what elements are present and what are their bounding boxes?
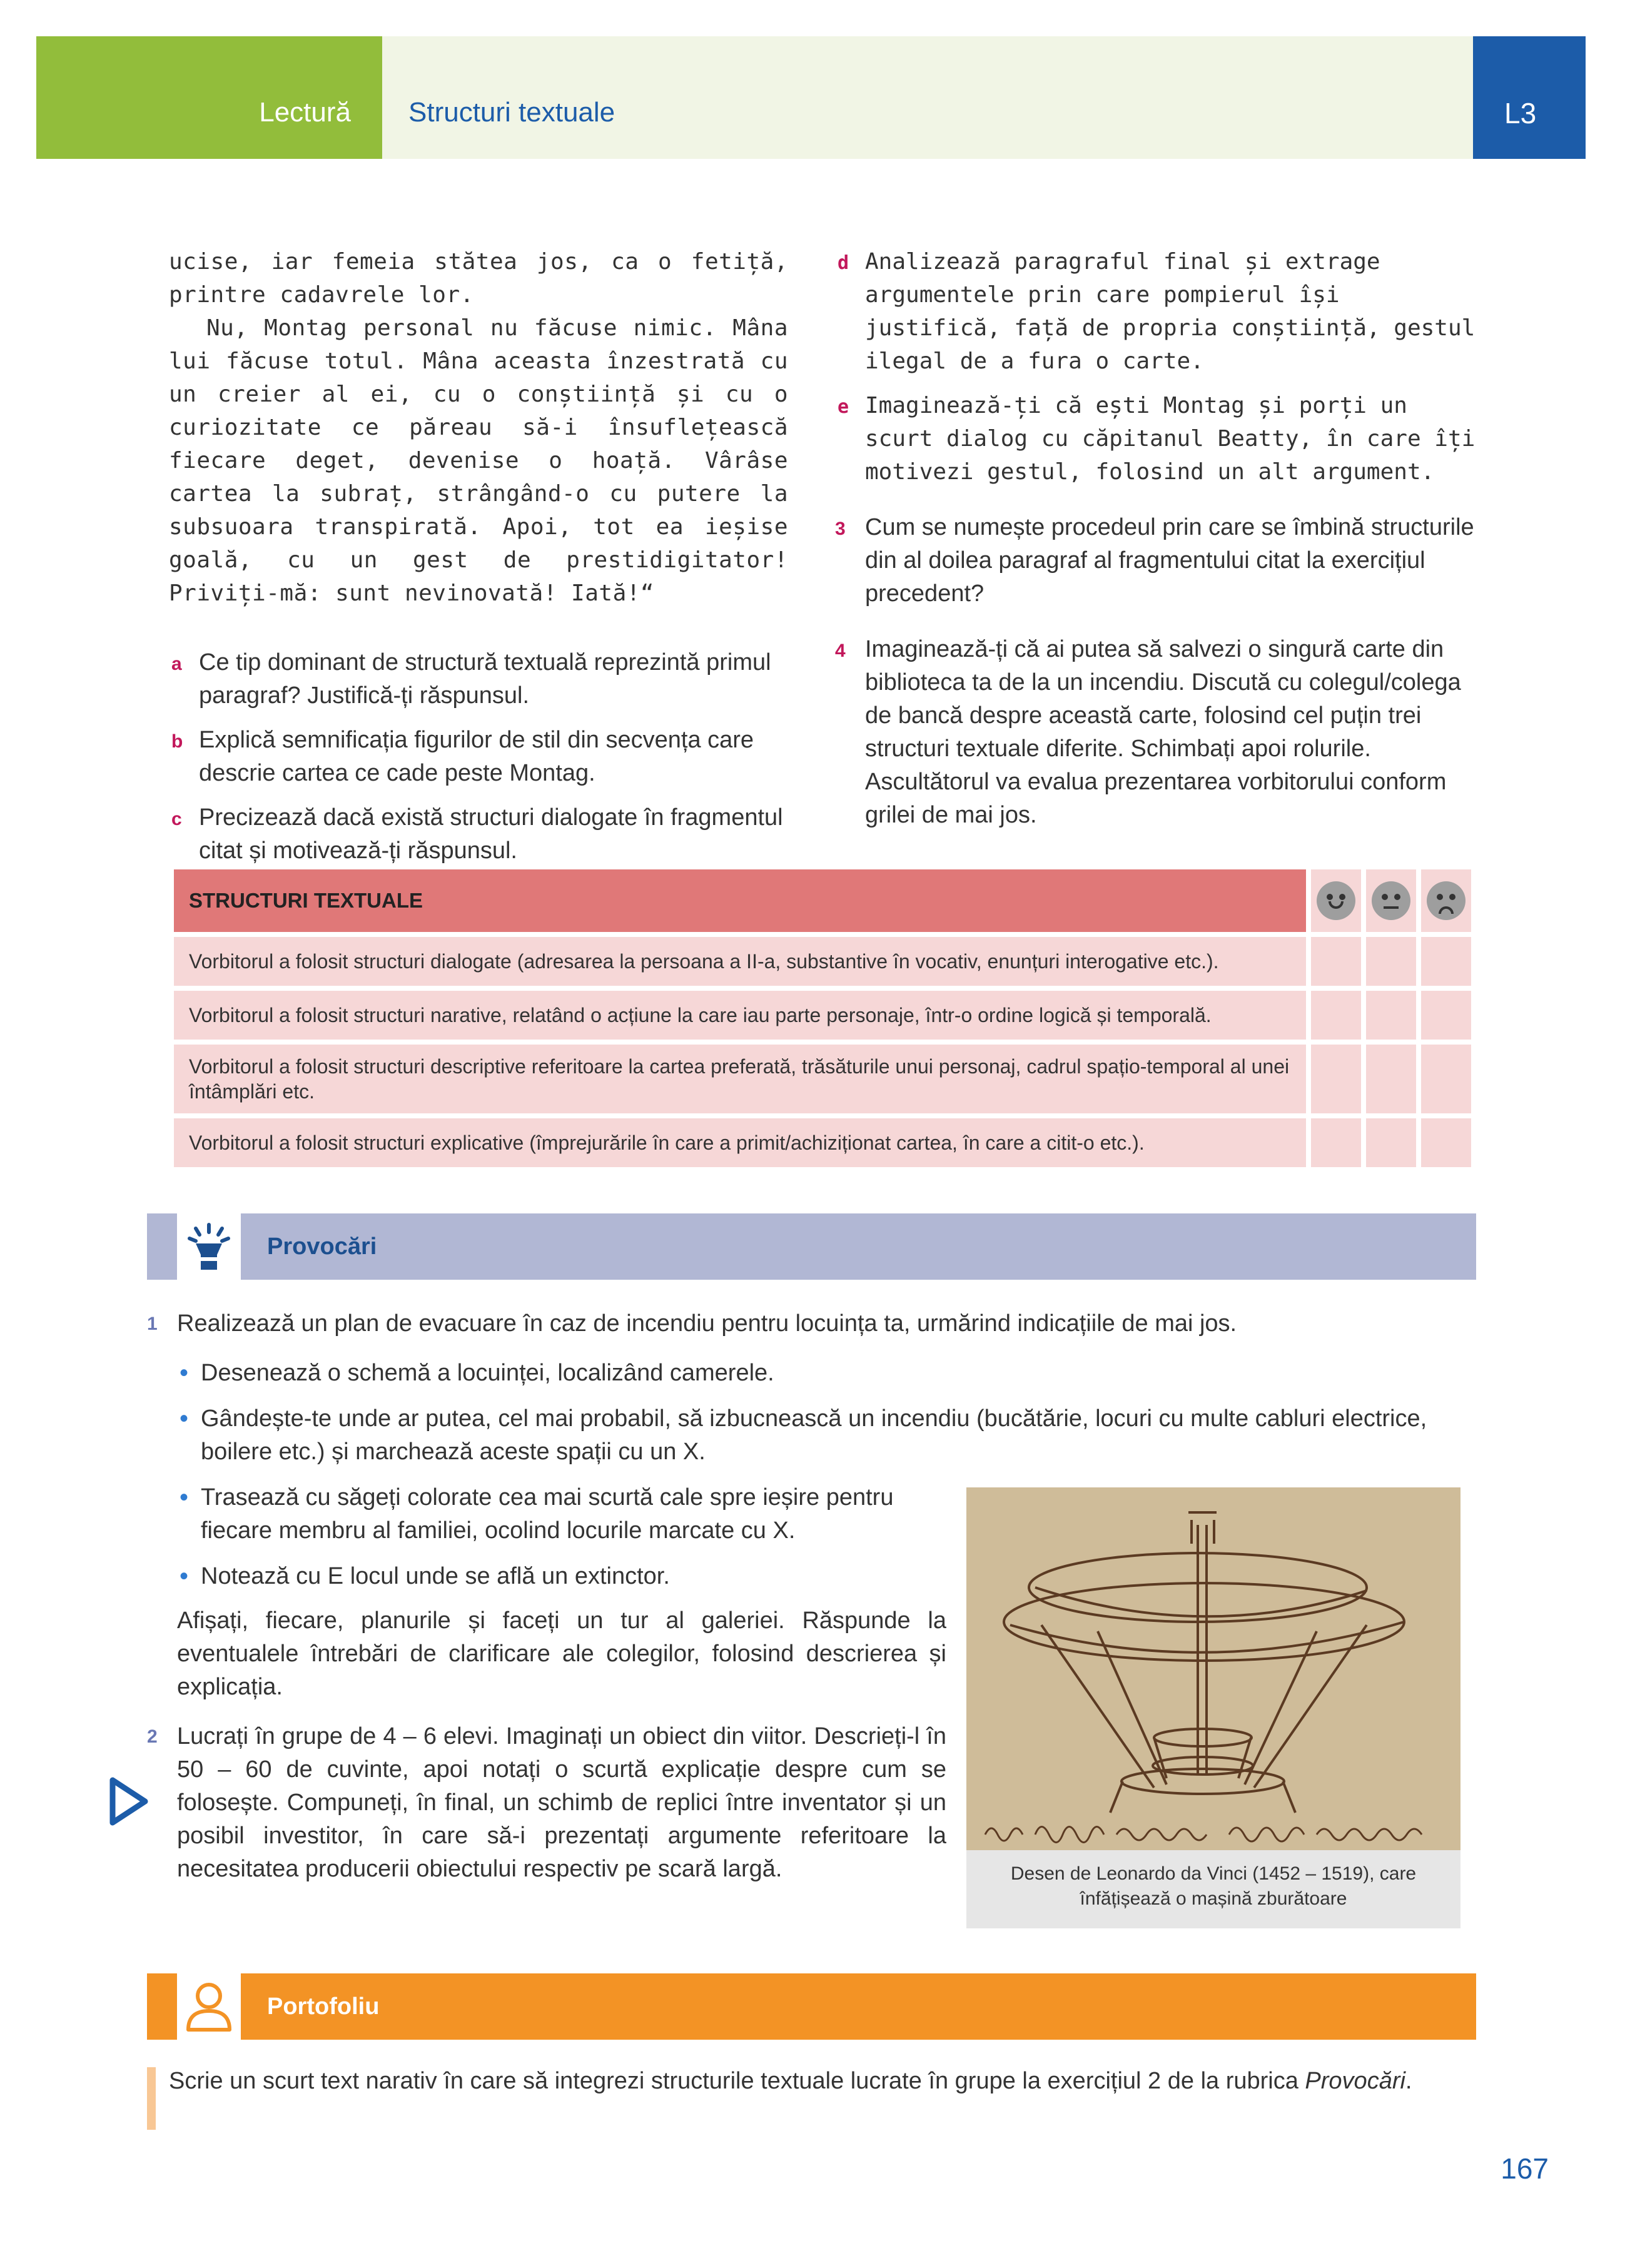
item-text: Lucrați în grupe de 4 – 6 elevi. Imaginați un obiect din viitor. Descrieți-l în 50 – 60 de cuvinte, apoi notați o scurtă explicație despre cum se folosește. Compuneți, în final, un schimb de replici între inventator și un posibil investitor, în care să-i prezentați argumente referitoare la necesitatea producerii obiectului respectiv pe scară largă. <box>177 1723 946 1882</box>
question-letter: d <box>838 252 849 274</box>
portofoliu-accent-line <box>147 2067 156 2130</box>
exercise-text: Cum se numește procedeul prin care se îmbină structurile din al doilea paragraf al fragmentului citat la exercițiul precedent? <box>865 514 1474 607</box>
provocari-item-1-followup: Afișați, fiecare, planurile și faceți un tur al galeriei. Răspunde la eventualele întrebări de clarificare ale colegilor, folosind descrierea și explicația. <box>177 1607 946 1700</box>
exercise-text: Imaginează-ți că ai putea să salvezi o singură carte din biblioteca ta de la un incendiu. Discută cu colegul/colega de bancă despre această carte, folosind cel puțin trei structuri textuale diferite. Schimbați apoi rolurile. Ascultătorul va evalua prezentarea vorbitorului conform grilei de mai jos. <box>865 636 1461 828</box>
rubric-checkbox-cell[interactable] <box>1311 1118 1361 1167</box>
rubric-criterion: Vorbitorul a folosit structuri narative, relatând o acțiune la care iau parte personaje, într-o ordine logică și temporală. <box>174 991 1306 1040</box>
question-text: Precizează dacă există structuri dialogate în fragmentul citat și motivează-ți răspunsul. <box>199 804 783 864</box>
portofoliu-task <box>169 2064 1479 2098</box>
play-icon[interactable] <box>106 1775 151 1828</box>
question-letter: e <box>838 396 849 418</box>
item-text: Realizează un plan de evacuare în caz de incendiu pentru locuința ta, urmărind indicațiile de mai jos. <box>177 1310 1237 1337</box>
rubric-checkbox-cell[interactable] <box>1311 991 1361 1040</box>
question-b <box>169 724 788 790</box>
flying-machine-sketch-image <box>966 1487 1460 1850</box>
header-section-label: Lectură <box>259 97 351 128</box>
header-title: Structuri textuale <box>408 97 615 128</box>
provocari-section-header <box>147 1213 1476 1280</box>
question-text: Explică semnificația figurilor de stil din secvența care descrie cartea ce cade peste Montag. <box>199 727 754 786</box>
rubric-checkbox-cell[interactable] <box>1366 1045 1416 1113</box>
person-icon <box>177 1973 241 2040</box>
rubric-header-row <box>174 869 1476 932</box>
question-c <box>169 801 788 868</box>
bullet-item: • Trasează cu săgeți colorate cea mai scurtă cale spre ieșire pentru fiecare membru al familiei, ocolind locurile marcate cu X. <box>177 1481 946 1547</box>
rubric-row <box>174 1118 1476 1167</box>
rubric-criterion: Vorbitorul a folosit structuri dialogate (adresarea la persoana a II-a, substantive în vocativ, enunțuri interogative etc.). <box>174 937 1306 986</box>
rubric-checkbox-cell[interactable] <box>1421 1118 1471 1167</box>
bullet-item: • Gândește-te unde ar putea, cel mai probabil, să izbucnească un incendiu (bucătărie, locuri cu multe cabluri electrice, boilere etc.) și marchează aceste spații cu un X. <box>177 1402 1476 1469</box>
rubric-checkbox-cell[interactable] <box>1366 991 1416 1040</box>
portofoliu-text-italic: Provocări <box>1305 2068 1405 2094</box>
header-tag: L3 <box>1504 97 1537 129</box>
provocari-title: Provocări <box>267 1233 377 1260</box>
leonardo-figure <box>966 1487 1460 1928</box>
header-title-block <box>382 36 1473 159</box>
exercise-number: 4 <box>835 640 846 661</box>
provocari-icon-box <box>147 1213 241 1280</box>
portofoliu-title: Portofoliu <box>267 1993 380 2020</box>
header-tag-block <box>1473 36 1586 159</box>
right-column <box>835 245 1476 832</box>
portofoliu-section-header <box>147 1973 1476 2040</box>
rubric-checkbox-cell[interactable] <box>1366 937 1416 986</box>
rubric-criterion: Vorbitorul a folosit structuri descriptive referitoare la cartea preferată, trăsăturile unui personaj, cadrul spațio-temporal al unei întâmplări etc. <box>174 1045 1306 1113</box>
exercise-3 <box>835 511 1476 610</box>
rubric-face-cell <box>1311 869 1361 932</box>
evaluation-rubric-table <box>174 869 1476 1172</box>
provocari-item-1 <box>147 1307 1476 1340</box>
excerpt-paragraph-1: ucise, iar femeia stătea jos, ca o fetiță, printre cadavrele lor. <box>169 249 788 308</box>
neutral-face-icon <box>1372 881 1410 920</box>
rubric-row <box>174 937 1476 986</box>
rubric-checkbox-cell[interactable] <box>1421 937 1471 986</box>
question-a <box>169 646 788 712</box>
portofoliu-icon-box <box>147 1973 241 2040</box>
question-d <box>835 245 1476 378</box>
question-text: Imaginează-ți că ești Montag și porți un scurt dialog cu căpitanul Beatty, în care îți motivezi gestul, folosind un alt argument. <box>865 393 1476 485</box>
flashlight-icon <box>177 1213 241 1280</box>
exercise-4 <box>835 633 1476 832</box>
portofoliu-text-end: . <box>1405 2068 1412 2094</box>
rubric-checkbox-cell[interactable] <box>1311 937 1361 986</box>
rubric-row <box>174 1045 1476 1113</box>
provocari-item-2 <box>147 1720 946 1886</box>
question-text: Ce tip dominant de structură textuală reprezintă primul paragraf? Justifică-ți răspunsul. <box>199 649 771 709</box>
rubric-checkbox-cell[interactable] <box>1421 991 1471 1040</box>
excerpt-paragraph-2: Nu, Montag personal nu făcuse nimic. Mâna lui făcuse totul. Mâna aceasta înzestrată cu un creier al ei, cu o conștiință și cu o curiozitate ce păreau să-i însuflețească fiecare deget, devenise o hoață. Vârâse cartea la subraț, strângând-o cu putere la subsuoara transpirată. Apoi, tot ea ieșise goală, cu un gest de prestidigitator! Priviți-mă: sunt nevinovată! Iată!“ <box>169 315 788 606</box>
item-number: 1 <box>147 1314 158 1334</box>
rubric-face-cell <box>1366 869 1416 932</box>
portofoliu-text-main: Scrie un scurt text narativ în care să integrezi structurile textuale lucrate în grupe la exercițiul 2 de la rubrica <box>169 2068 1305 2094</box>
rubric-row <box>174 991 1476 1040</box>
rubric-checkbox-cell[interactable] <box>1311 1045 1361 1113</box>
page-number: 167 <box>1501 2152 1549 2185</box>
bullet-item: • Notează cu E locul unde se află un extinctor. <box>177 1560 946 1593</box>
left-column <box>169 245 788 868</box>
question-letter: b <box>171 731 183 752</box>
rubric-checkbox-cell[interactable] <box>1421 1045 1471 1113</box>
smile-face-icon <box>1317 881 1355 920</box>
figure-caption: Desen de Leonardo da Vinci (1452 – 1519), care înfățișează o mașină zburătoare <box>1010 1863 1417 1909</box>
question-letter: a <box>171 654 182 674</box>
bullet-item: • Desenează o schemă a locuinței, localizând camerele. <box>177 1357 1476 1390</box>
sad-face-icon <box>1427 881 1466 920</box>
rubric-criterion: Vorbitorul a folosit structuri explicative (împrejurările în care a primit/achiziționat cartea, în care a citit-o etc.). <box>174 1118 1306 1167</box>
rubric-checkbox-cell[interactable] <box>1366 1118 1416 1167</box>
question-text: Analizează paragraful final și extrage argumentele prin care pompierul își justifică, față de propria conștiință, gestul ilegal de a fura o carte. <box>865 249 1476 374</box>
question-letter: c <box>171 809 182 829</box>
question-e <box>835 389 1476 489</box>
rubric-header-title: STRUCTURI TEXTUALE <box>174 869 1306 932</box>
item-number: 2 <box>147 1726 158 1747</box>
header-section-block <box>36 36 382 159</box>
exercise-number: 3 <box>835 519 846 539</box>
rubric-face-cell <box>1421 869 1471 932</box>
